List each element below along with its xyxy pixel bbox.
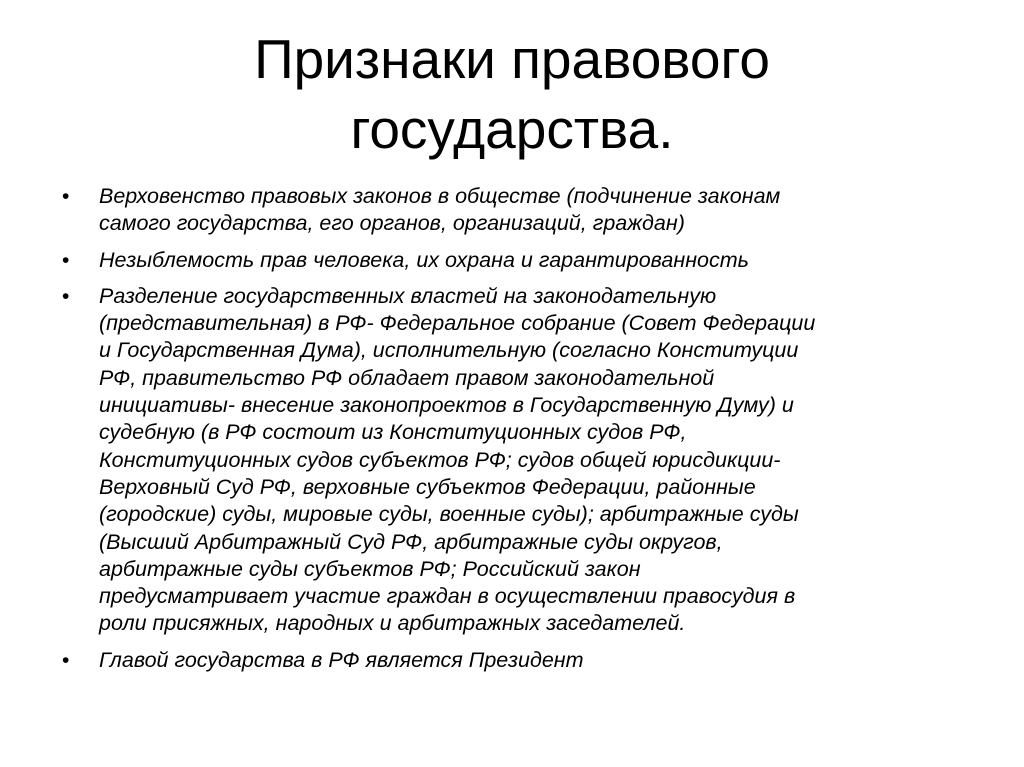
bullet-line: Незыблемость прав человека, их охрана и гарантированность [99,247,749,272]
slide-title-line: государства. [350,98,674,160]
bullet-line: Главой государства в РФ является Президент [99,647,584,672]
bullet-item [62,283,962,638]
bullet-marker: • [62,648,70,672]
bullet-line: Разделение государственных властей на законодательную [99,283,717,308]
bullet-text [99,283,962,638]
bullet-line: РФ, правительство РФ обладает правом законодательной [99,365,715,390]
slide-title-line: Признаки правового [254,28,770,90]
bullet-marker: • [62,185,70,208]
bullet-line: судебную (в РФ состоит из Конституционных судов РФ, [99,420,687,445]
bullet-text [99,247,962,274]
bullet-line: роли присяжных, народных и арбитражных заседателей. [99,611,686,636]
bullet-line: (представительная) в РФ- Федеральное собрание (Совет Федерации [99,311,816,336]
bullet-line: предусматривает участие граждан в осуществлении правосудия в [99,584,796,609]
bullet-item [62,183,962,238]
bullet-line: (Высший Арбитражный Суд РФ, арбитражные суды округов, [99,529,723,554]
slide-title [150,24,874,164]
bullet-line: Конституционных судов субъектов РФ; судов общей юрисдикции- [99,447,781,472]
bullet-item [62,247,962,274]
bullet-marker: • [62,284,70,308]
bullet-text [99,647,962,674]
bullet-line: арбитражные суды субъектов РФ; Российский закон [99,556,641,581]
bullet-marker: • [62,248,70,272]
bullet-item [62,647,962,674]
bullet-text [99,183,962,238]
bullet-line: (городские) суды, мировые суды, военные суды); арбитражные суды [99,502,799,527]
bullet-line: инициативы- внесение законопроектов в Государственную Думу) и [99,393,794,418]
bullet-line: Верховенство правовых законов в обществе (подчинение законам [99,184,781,208]
bullet-list [62,183,962,683]
bullet-line: и Государственная Дума), исполнительную (согласно Конституции [99,338,799,363]
bullet-line: самого государства, его органов, организаций, граждан) [99,211,685,236]
bullet-line: Верховный Суд РФ, верховные субъектов Федерации, районные [99,474,756,499]
